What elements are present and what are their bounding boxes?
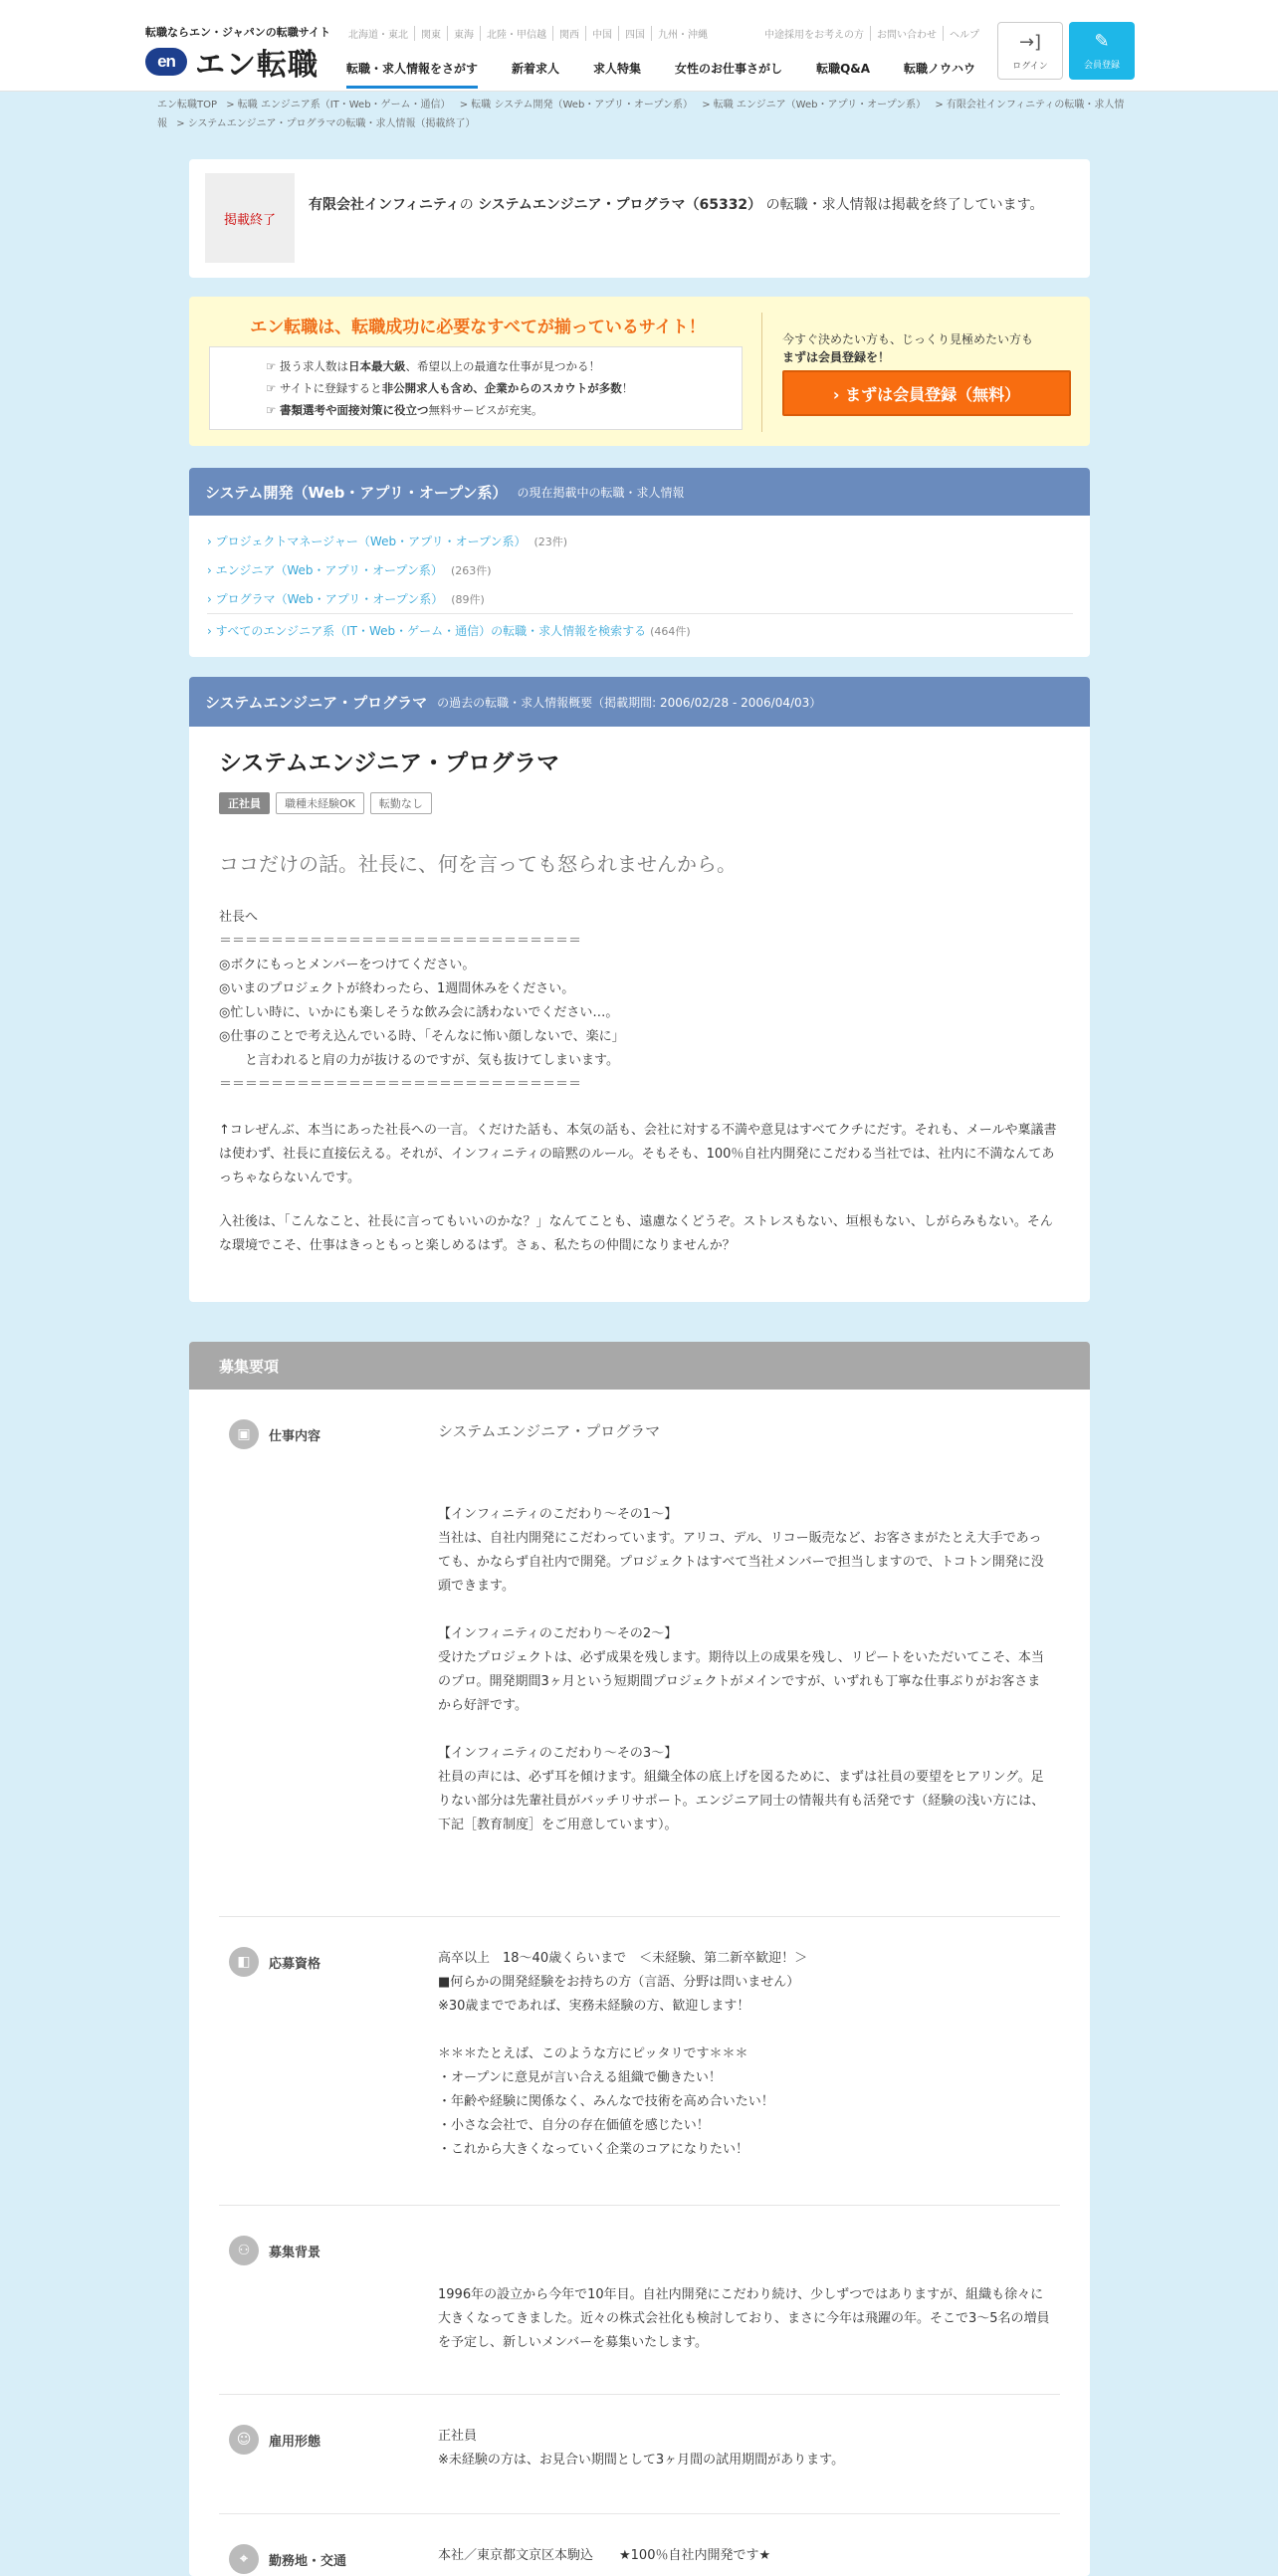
- area-link[interactable]: 関西: [559, 26, 586, 41]
- breadcrumb-item[interactable]: > 転職 エンジニア（Web・アプリ・オープン系）: [702, 100, 927, 110]
- promo-benefits: [209, 346, 743, 430]
- site-tagline: 転職ならエン・ジャパンの転職サイト: [145, 26, 331, 39]
- req-value-text: 高卒以上 18～40歳くらいまで ＜未経験、第二新卒歓迎！＞ ■何らかの開発経験をお持ちの方（言語、分野は問いません） ※30歳までであれば、実務未経験の方、歓迎します！ ＊＊＊たとえば、このような方にピッタリです＊＊＊ ・オープンに意見が言い合える組織で働きたい！ ・年齢や経験に関係なく、みんなで技術を高め合いたい！ ・小さな会社で、自分の存在価値を感じたい！ ・これから大きくなっていく企業のコアになりたい！: [438, 1951, 808, 2157]
- free-register-button[interactable]: › まずは会員登録（無料）: [782, 370, 1071, 416]
- position-name: システムエンジニア・プログラマ（65332）: [478, 197, 762, 213]
- req-value-text: 正社員 ※未経験の方は、お見合い期間として3ヶ月間の試用期間があります。: [438, 2429, 845, 2468]
- area-link[interactable]: 中国: [592, 26, 619, 41]
- category-title: システム開発（Web・アプリ・オープン系）: [205, 483, 508, 502]
- breadcrumb-item[interactable]: > 転職 システム開発（Web・アプリ・オープン系）: [459, 100, 693, 110]
- promo-benefit: ☞ 扱う求人数は日本最大級、希望以上の最適な仕事が見つかる！: [266, 359, 600, 373]
- req-row-qualifications: [219, 1917, 1060, 2206]
- promo-benefit: ☞ サイトに登録すると非公開求人も含め、企業からのスカウトが多数！: [266, 381, 634, 395]
- promo-call-text: [782, 330, 1033, 366]
- job-invitation: 入社後は、「こんなこと、社長に言ってもいいのかな？」なんてことも、遠慮なくどうぞ。ストレスもない、垣根もない、しがらみもない。そんな環境でこそ、仕事はきっともっと楽しめるはず。さぁ、私たちの仲間になりませんか？: [219, 1214, 1053, 1253]
- job-catchphrase: ココだけの話。社長に、何を言っても怒られませんから。: [219, 852, 737, 876]
- promo-benefit: ☞ 書類選考や面接対策に役立つ無料サービスが充実。: [266, 403, 543, 417]
- req-label: ⚇ 募集背景: [229, 2236, 320, 2265]
- breadcrumb-item[interactable]: > 転職 エンジニア系（IT・Web・ゲーム・通信）: [226, 100, 451, 110]
- recruiter-link[interactable]: 中途採用をお考えの方: [764, 26, 871, 41]
- category-header: [189, 468, 1090, 516]
- req-value-text: 1996年の設立から今年で10年目。自社内開発にこだわり続け、少しずつではありますが、組織も徐々に大きくなってきました。近々の株式会社化も検討しており、まさに今年は飛躍の年。そこで3～5名の増員を予定し、新しいメンバーを募集いたします。: [438, 2287, 1050, 2350]
- req-row-job-content: [219, 1390, 1060, 1917]
- briefcase-icon: ▣: [229, 1419, 259, 1449]
- job-summary-header: [189, 677, 1090, 727]
- global-nav: [346, 60, 1009, 89]
- breadcrumb: [157, 96, 1133, 133]
- area-link[interactable]: 北海道・東北: [348, 26, 415, 41]
- pencil-icon: ✎: [1094, 31, 1110, 52]
- promo-call-line: 今すぐ決めたい方も、じっくり見極めたい方も: [782, 332, 1034, 346]
- contact-link[interactable]: お問い合わせ: [877, 26, 944, 41]
- req-value: [438, 1419, 1050, 1837]
- logo-en-mark: en: [145, 48, 187, 76]
- people-icon: ⚇: [229, 2236, 259, 2265]
- req-label: ◧ 応募資格: [229, 1947, 320, 1977]
- bookmark-icon: ◧: [229, 1947, 259, 1977]
- nav-features[interactable]: 求人特集: [593, 62, 642, 76]
- area-links: [348, 26, 714, 41]
- ended-suffix: の転職・求人情報は掲載を終了しています。: [765, 197, 1044, 213]
- register-button[interactable]: [1069, 22, 1135, 80]
- area-link[interactable]: 九州・沖縄: [658, 30, 708, 41]
- nav-new-jobs[interactable]: 新着求人: [512, 62, 560, 76]
- area-link[interactable]: 関東: [421, 26, 448, 41]
- breadcrumb-item: > システムエンジニア・プログラマの転職・求人情報（掲載終了）: [176, 118, 476, 129]
- utility-links: [764, 26, 985, 41]
- req-label: ▣ 仕事内容: [229, 1419, 320, 1449]
- job-summary: [189, 677, 1090, 1302]
- category-link[interactable]: › プログラマ（Web・アプリ・オープン系） (89件): [207, 585, 1073, 614]
- nav-qa[interactable]: 転職Q&A: [816, 62, 871, 76]
- search-all-link[interactable]: › すべてのエンジニア系（IT・Web・ゲーム・通信）の転職・求人情報を検索する (464件): [207, 617, 691, 646]
- site-logo[interactable]: [145, 40, 319, 84]
- category-link[interactable]: › プロジェクトマネージャー（Web・アプリ・オープン系） (23件): [207, 528, 1073, 556]
- job-head-title: システムエンジニア・プログラマ: [205, 693, 428, 712]
- nav-women-jobs[interactable]: 女性のお仕事さがし: [675, 62, 783, 76]
- category-listing: [189, 468, 1090, 657]
- req-value-text: 本社／東京都文京区本駒込 ★100％自社内開発です★: [438, 2548, 771, 2563]
- requirements-section: [189, 1342, 1090, 2576]
- site-header: [0, 0, 1278, 92]
- req-row-employment-type: [219, 2395, 1060, 2514]
- job-intro: 社長へ ＝＝＝＝＝＝＝＝＝＝＝＝＝＝＝＝＝＝＝＝＝＝＝＝＝＝＝＝ ◎ボクにもっとメンバーをつけてください。 ◎いまのプロジェクトが終わったら、1週間休みをください。 ◎忙しい時に、いかにも楽しそうな飲み会に誘わないでください…。 ◎仕事のことで考え込んでいる時、「そんなに怖い顔しないで、楽に」 と言われると肩の力が抜けるのですが、気も抜けてしまいます。 ＝＝＝＝＝＝＝＝＝＝＝＝＝＝＝＝＝＝＝＝＝＝＝＝＝＝＝＝: [219, 910, 625, 1092]
- company-name: 有限会社インフィニティ: [309, 197, 460, 213]
- requirements-header: 募集要項: [189, 1342, 1090, 1390]
- req-row-background: [219, 2206, 1060, 2395]
- category-subtitle: の現在掲載中の転職・求人情報: [517, 485, 685, 500]
- login-label: ログイン: [1012, 62, 1048, 72]
- nav-knowhow[interactable]: 転職ノウハウ: [904, 62, 976, 76]
- job-title: システムエンジニア・プログラマ: [219, 751, 560, 776]
- tag-inexperienced: 職種未経験OK: [276, 792, 364, 814]
- ended-badge: 掲載終了: [205, 173, 295, 263]
- promo-banner: [189, 297, 1090, 446]
- area-link[interactable]: 東海: [454, 26, 481, 41]
- breadcrumb-item[interactable]: エン転職TOP: [157, 100, 218, 110]
- job-tags: [219, 792, 432, 814]
- promo-divider: [761, 313, 762, 432]
- tag-employment: 正社員: [219, 792, 270, 814]
- category-links: [207, 528, 1073, 614]
- ended-message: [309, 193, 1075, 217]
- promo-call-line-bold: まずは会員登録を！: [782, 350, 891, 364]
- login-icon: →]: [1018, 32, 1042, 53]
- breadcrumb-item[interactable]: > 有限会社インフィニティの転職・求人情報: [157, 100, 1125, 129]
- area-link[interactable]: 四国: [625, 26, 652, 41]
- category-link[interactable]: › エンジニア（Web・アプリ・オープン系） (263件): [207, 556, 1073, 585]
- register-label: 会員登録: [1083, 61, 1120, 71]
- location-icon: ⌖: [229, 2544, 259, 2574]
- nav-job-search[interactable]: 転職・求人情報をさがす: [346, 60, 478, 89]
- req-label: ⌖ 勤務地・交通: [229, 2544, 346, 2574]
- job-head-sub: の過去の転職・求人情報概要（掲載期間: 2006/02/28 - 2006/04/03）: [437, 695, 822, 710]
- req-value-title: システムエンジニア・プログラマ: [438, 1422, 661, 1440]
- req-label: ☺ 雇用形態: [229, 2425, 320, 2455]
- divider: [207, 613, 1073, 614]
- req-value-text: 【インフィニティのこだわり～その1～】 当社は、自社内開発にこだわっています。アリコ、デル、リコー販売など、お客さまがたとえ大手であっても、かならず自社内で開発。プロジェクトはすべて当社メンバーで担当しますので、トコトン開発に没頭できます。 【インフィニティのこだわり～その2～】 受けたプロジェクトは、必ず成果を残します。期待以上の成果を残し、リピートをいただいてこそ、本当のプロ。開発期間3ヶ月という短期間プロジェクトがメインですが、いずれも丁寧な仕事ぶりがお客さまから好評です。 【インフィニティのこだわり～その3～】 社員の声には、必ず耳を傾けます。組織全体の底上げを図るために、まずは社員の要望をヒアリング。足りない部分は先輩社員がバッチリサポート。エンジニア同士の情報共有も活発です（経験の浅い方には、下記［教育制度］をご用意しています）。: [438, 1507, 1045, 1832]
- area-link[interactable]: 北陸・甲信越: [487, 26, 553, 41]
- req-row-location: [219, 2514, 1060, 2576]
- logo-text: エン転職: [195, 48, 319, 83]
- posting-ended-notice: [189, 159, 1090, 278]
- promo-title: エン転職は、転職成功に必要なすべてが揃っているサイト！: [250, 318, 706, 337]
- login-button[interactable]: [997, 22, 1063, 80]
- job-description: ↑コレぜんぶ、本当にあった社長への一言。くだけた話も、本気の話も、会社に対する不満や意見はすべてクチにだす。それも、メールや稟議書は使わず、社長に直接伝える。それが、インフィニティの暗黙のルール。そもそも、100％自社内開発にこだわる当社では、社内に不満なんてあっちゃならないんです。: [219, 1123, 1057, 1185]
- tag-no-transfer: 転勤なし: [370, 792, 432, 814]
- person-icon: ☺: [229, 2425, 259, 2455]
- help-link[interactable]: ヘルプ: [950, 30, 979, 41]
- ended-of: の: [459, 197, 474, 213]
